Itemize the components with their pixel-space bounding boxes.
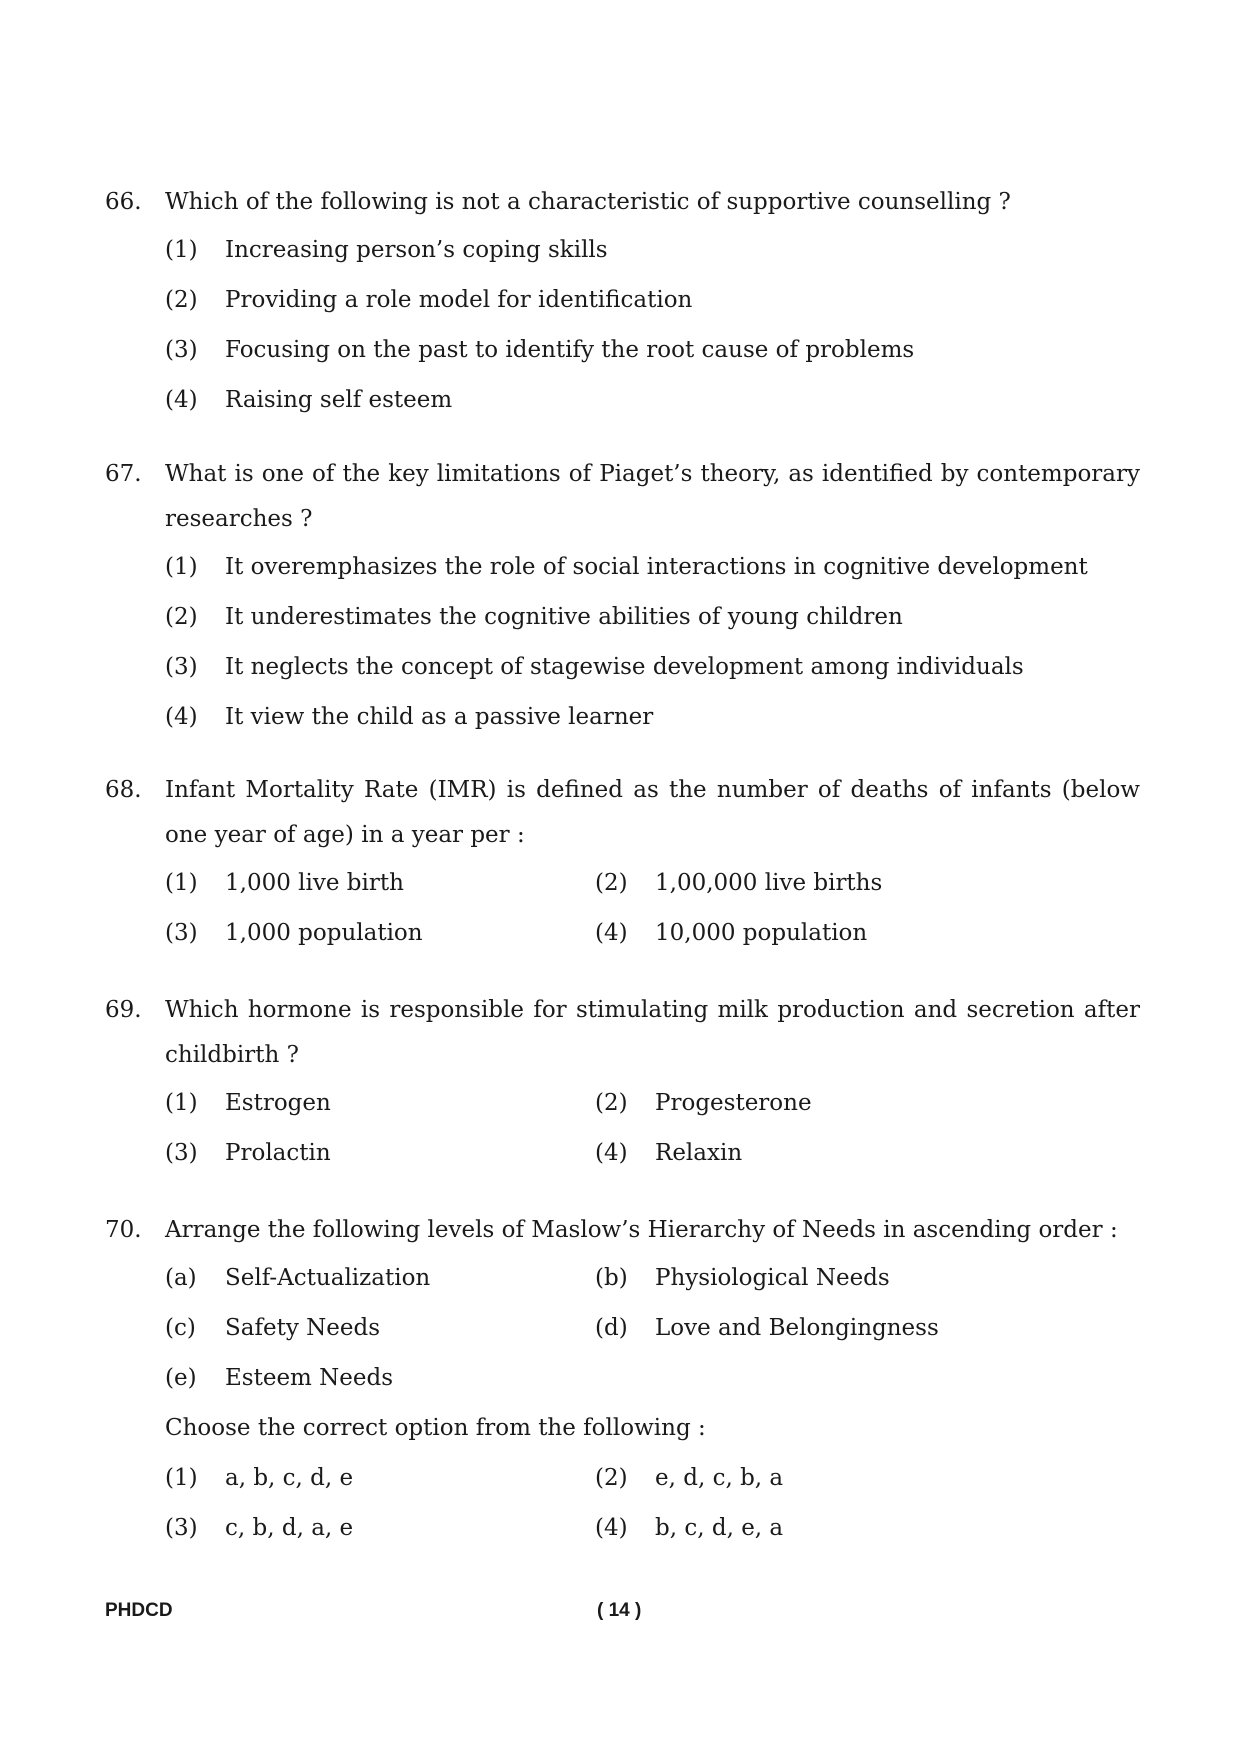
item-label: (a) <box>165 1265 197 1291</box>
question-stem <box>105 988 1140 1078</box>
option-2 <box>595 1090 1025 1116</box>
option-text: Focusing on the past to identify the root cause of problems <box>225 337 915 363</box>
item-text: Self-Actualization <box>225 1265 431 1291</box>
option-label: (1) <box>165 1090 198 1116</box>
option-label: (3) <box>165 1140 198 1166</box>
option-text: Prolactin <box>225 1140 331 1166</box>
item-text: Love and Belongingness <box>655 1315 939 1341</box>
option-label: (1) <box>165 237 198 263</box>
option-1 <box>165 870 595 896</box>
option-label: (4) <box>165 387 198 413</box>
question-stem <box>105 452 1140 542</box>
question-stem <box>105 1208 1140 1253</box>
option-label: (2) <box>595 1465 628 1491</box>
question-70 <box>105 1208 1140 1553</box>
option-label: (2) <box>165 287 198 313</box>
option-label: (3) <box>165 337 198 363</box>
option-2 <box>595 1465 1025 1491</box>
option-label: (2) <box>595 1090 628 1116</box>
item-label: (d) <box>595 1315 628 1341</box>
question-68 <box>105 768 1140 958</box>
option-1 <box>165 237 608 263</box>
option-2 <box>165 287 692 313</box>
option-text: It neglects the concept of stagewise development among individuals <box>225 654 1024 680</box>
question-number: 69. <box>105 997 142 1023</box>
option-label: (4) <box>595 1515 628 1541</box>
paper-code: PHDCD <box>105 1600 173 1621</box>
option-label: (3) <box>165 1515 198 1541</box>
option-2 <box>595 870 1025 896</box>
item-text: Physiological Needs <box>655 1265 890 1291</box>
instruction-text: Choose the correct option from the following : <box>165 1415 706 1441</box>
question-67 <box>105 452 1140 742</box>
option-text: Estrogen <box>225 1090 331 1116</box>
page-number: ( 14 ) <box>597 1600 642 1621</box>
question-text: Which of the following is not a characteristic of supportive counselling ? <box>165 189 1011 215</box>
item-list <box>165 1253 1140 1403</box>
item-c <box>165 1315 595 1341</box>
option-text: 1,000 population <box>225 920 423 946</box>
question-stem <box>105 768 1140 858</box>
option-label: (1) <box>165 1465 198 1491</box>
option-text: 1,000 live birth <box>225 870 404 896</box>
option-3 <box>165 654 1024 680</box>
option-text: It view the child as a passive learner <box>225 704 654 730</box>
option-4 <box>595 1515 1025 1541</box>
option-list <box>165 1078 1140 1178</box>
option-label: (2) <box>595 870 628 896</box>
option-text: Raising self esteem <box>225 387 453 413</box>
option-1 <box>165 554 1088 580</box>
item-label: (b) <box>595 1265 628 1291</box>
option-4 <box>165 387 452 413</box>
option-list <box>165 542 1140 742</box>
option-label: (4) <box>595 1140 628 1166</box>
question-text: Which hormone is responsible for stimulating milk production and secretion after childbirth ? <box>165 997 1140 1068</box>
option-label: (1) <box>165 870 198 896</box>
question-text: What is one of the key limitations of Piaget’s theory, as identified by contemporary researches ? <box>165 461 1140 532</box>
item-text: Safety Needs <box>225 1315 381 1341</box>
option-3 <box>165 337 914 363</box>
question-66 <box>105 180 1140 425</box>
option-3 <box>165 1515 595 1541</box>
question-number: 70. <box>105 1217 142 1243</box>
option-4 <box>165 704 653 730</box>
question-text: Arrange the following levels of Maslow’s Hierarchy of Needs in ascending order : <box>165 1217 1118 1243</box>
option-3 <box>165 920 595 946</box>
option-label: (4) <box>165 704 198 730</box>
option-1 <box>165 1090 595 1116</box>
option-3 <box>165 1140 595 1166</box>
option-label: (2) <box>165 604 198 630</box>
option-text: Progesterone <box>655 1090 812 1116</box>
option-text: It underestimates the cognitive abilities of young children <box>225 604 903 630</box>
page-footer <box>105 1600 1140 1630</box>
item-b <box>595 1265 1025 1291</box>
item-label: (c) <box>165 1315 196 1341</box>
question-stem <box>105 180 1140 225</box>
option-label: (3) <box>165 654 198 680</box>
option-text: Increasing person’s coping skills <box>225 237 608 263</box>
question-number: 67. <box>105 461 142 487</box>
option-label: (3) <box>165 920 198 946</box>
option-1 <box>165 1465 595 1491</box>
option-text: It overemphasizes the role of social interactions in cognitive development <box>225 554 1088 580</box>
option-text: 10,000 population <box>655 920 868 946</box>
option-text: e, d, c, b, a <box>655 1465 784 1491</box>
option-list <box>165 858 1140 958</box>
option-label: (4) <box>595 920 628 946</box>
option-4 <box>595 920 1025 946</box>
item-label: (e) <box>165 1365 197 1391</box>
option-list <box>165 225 1140 425</box>
option-2 <box>165 604 903 630</box>
option-label: (1) <box>165 554 198 580</box>
option-text: 1,00,000 live births <box>655 870 883 896</box>
item-e <box>165 1365 595 1391</box>
option-text: Providing a role model for identification <box>225 287 693 313</box>
question-69 <box>105 988 1140 1178</box>
option-text: a, b, c, d, e <box>225 1465 354 1491</box>
question-number: 66. <box>105 189 142 215</box>
question-number: 68. <box>105 777 142 803</box>
item-a <box>165 1265 595 1291</box>
item-text: Esteem Needs <box>225 1365 394 1391</box>
option-text: c, b, d, a, e <box>225 1515 354 1541</box>
option-list <box>165 1453 1140 1553</box>
question-text: Infant Mortality Rate (IMR) is defined as the number of deaths of infants (below one year of age) in a year per : <box>165 777 1140 848</box>
option-text: Relaxin <box>655 1140 743 1166</box>
item-d <box>595 1315 1025 1341</box>
option-text: b, c, d, e, a <box>655 1515 784 1541</box>
option-4 <box>595 1140 1025 1166</box>
